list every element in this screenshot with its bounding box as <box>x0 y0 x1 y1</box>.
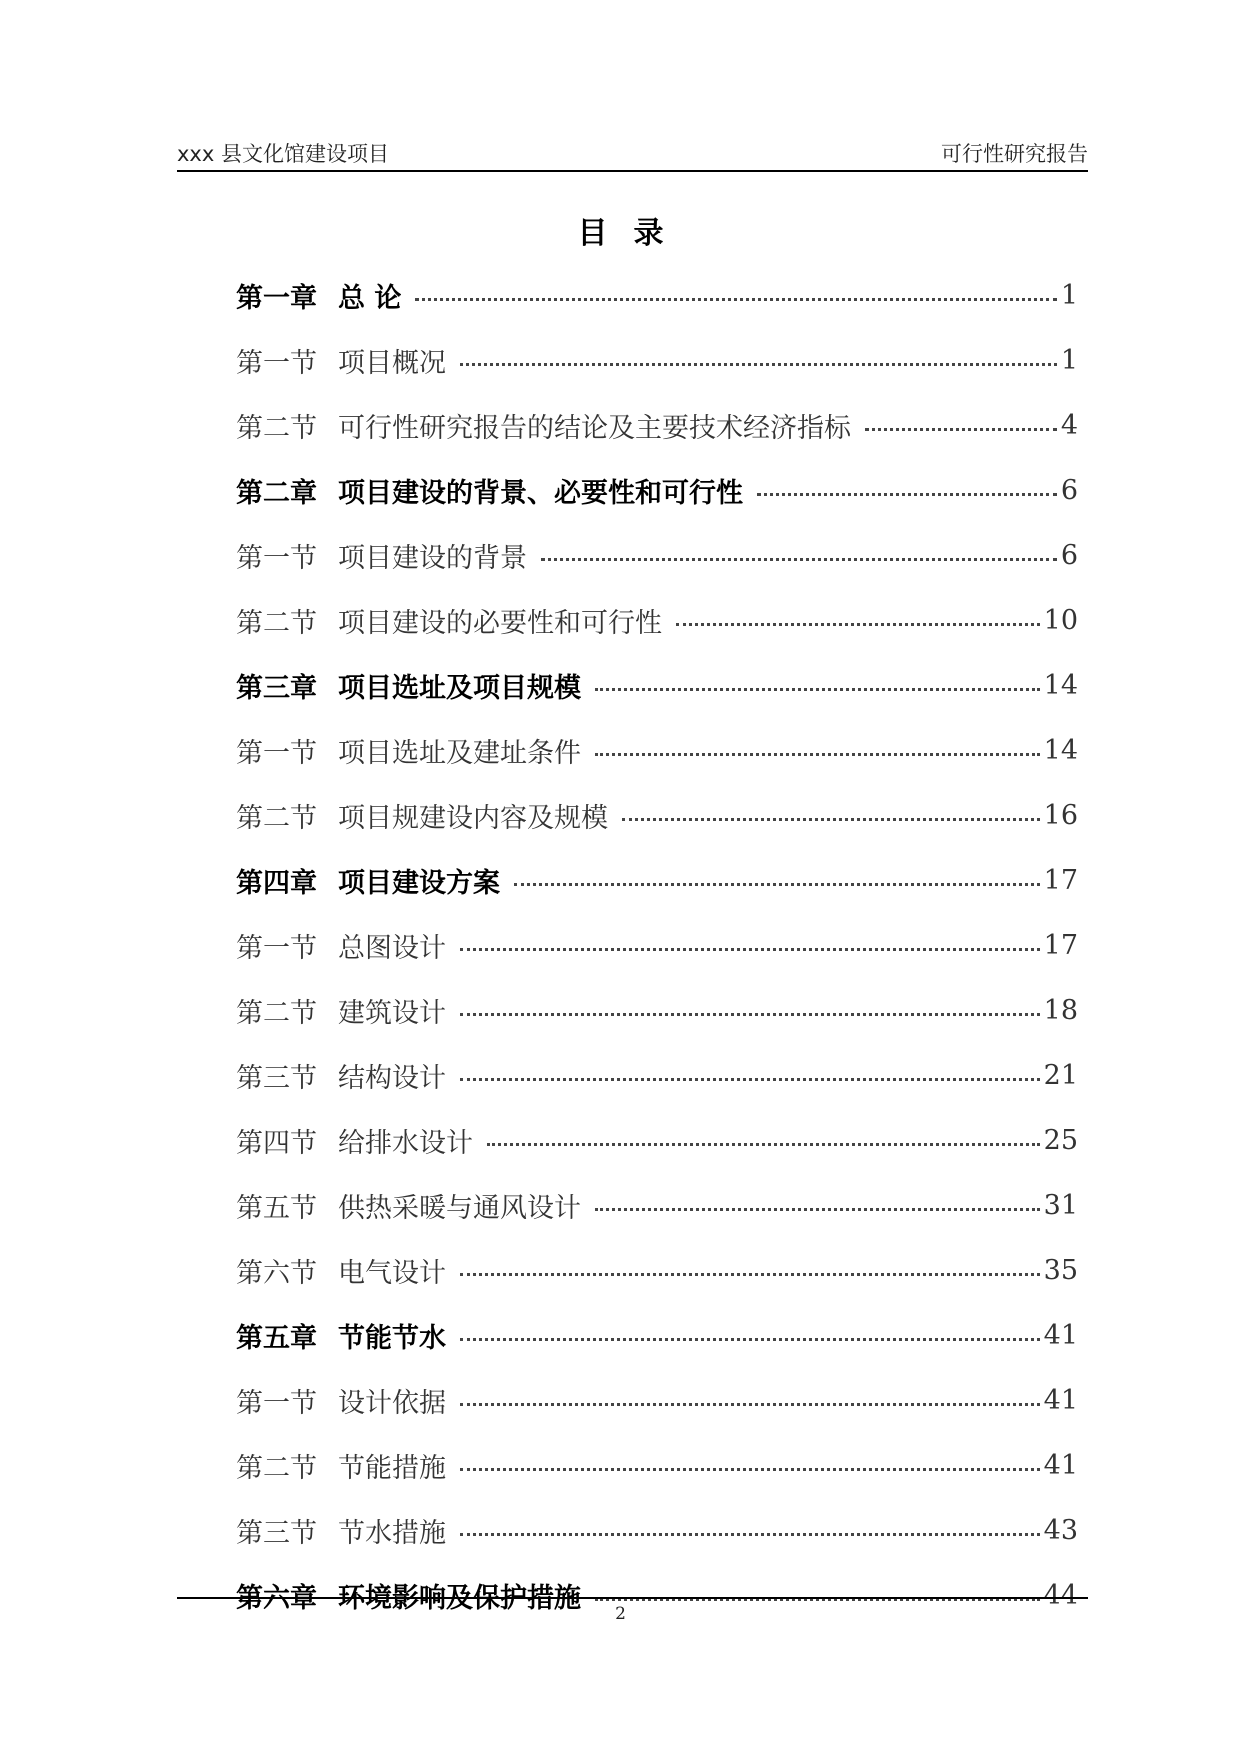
toc-entry-page: 43 <box>1043 1515 1078 1546</box>
toc-entry-title: 节水措施 <box>338 1518 446 1549</box>
toc-entry-page: 14 <box>1043 670 1078 701</box>
toc-entry-title: 总 论 <box>338 283 402 314</box>
toc-entry-page: 17 <box>1043 865 1078 896</box>
toc-entry-label: 第二节 <box>236 803 317 834</box>
toc-entry-page: 18 <box>1043 995 1078 1026</box>
toc-dot-leader <box>865 428 1057 431</box>
toc-entry-section[interactable] <box>236 588 1078 653</box>
toc-entry-chapter[interactable] <box>236 653 1078 718</box>
toc-dot-leader <box>757 493 1057 496</box>
toc-entry-title: 节能措施 <box>338 1453 446 1484</box>
toc-entry-section[interactable] <box>236 978 1078 1043</box>
toc-entry-title: 节能节水 <box>338 1323 446 1354</box>
toc-dot-leader <box>541 558 1057 561</box>
toc-dot-leader <box>460 948 1040 951</box>
toc-dot-leader <box>595 1208 1040 1211</box>
header-rule <box>177 170 1088 172</box>
toc-dot-leader <box>514 883 1040 886</box>
toc-entry-title: 项目建设的背景、必要性和可行性 <box>338 478 743 509</box>
toc-entry-page: 25 <box>1043 1125 1078 1156</box>
toc-entry-page: 1 <box>1060 280 1078 311</box>
toc-entry-label: 第一节 <box>236 933 317 964</box>
toc-entry-section[interactable] <box>236 1238 1078 1303</box>
page-number: 2 <box>615 1604 626 1624</box>
toc-entry-label: 第四节 <box>236 1128 317 1159</box>
header-project-name: xxx 县文化馆建设项目 <box>177 142 389 166</box>
toc-entry-page: 21 <box>1043 1060 1078 1091</box>
toc-title: 目录 <box>577 216 690 251</box>
toc-dot-leader <box>595 753 1040 756</box>
toc-entry-chapter[interactable] <box>236 458 1078 523</box>
toc-entry-section[interactable] <box>236 913 1078 978</box>
toc-entry-title: 项目选址及项目规模 <box>338 673 581 704</box>
toc-entry-page: 16 <box>1043 800 1078 831</box>
toc-dot-leader <box>415 298 1056 301</box>
toc-entry-title: 结构设计 <box>338 1063 446 1094</box>
toc-entry-chapter[interactable] <box>236 1303 1078 1368</box>
toc-entry-label: 第二节 <box>236 1453 317 1484</box>
toc-entry-page: 41 <box>1043 1320 1078 1351</box>
toc-entry-title: 电气设计 <box>338 1258 446 1289</box>
toc-entry-page: 41 <box>1043 1385 1078 1416</box>
toc-dot-leader <box>460 1468 1040 1471</box>
toc-entry-section[interactable] <box>236 1433 1078 1498</box>
toc-entry-title: 项目概况 <box>338 348 446 379</box>
toc-dot-leader <box>460 1078 1040 1081</box>
toc-entry-title: 可行性研究报告的结论及主要技术经济指标 <box>338 413 851 444</box>
toc-entry-title: 项目建设的背景 <box>338 543 527 574</box>
toc-dot-leader <box>460 1273 1040 1276</box>
toc-entry-page: 10 <box>1043 605 1078 636</box>
toc-entry-section[interactable] <box>236 393 1078 458</box>
table-of-contents <box>236 263 1078 1628</box>
toc-entry-title: 给排水设计 <box>338 1128 473 1159</box>
header-report-type: 可行性研究报告 <box>941 142 1088 166</box>
toc-entry-page: 35 <box>1043 1255 1078 1286</box>
toc-entry-label: 第二节 <box>236 998 317 1029</box>
toc-entry-section[interactable] <box>236 328 1078 393</box>
toc-entry-title: 项目建设的必要性和可行性 <box>338 608 662 639</box>
toc-dot-leader <box>460 1403 1040 1406</box>
toc-entry-label: 第三章 <box>236 673 317 704</box>
toc-entry-label: 第三节 <box>236 1063 317 1094</box>
toc-dot-leader <box>460 1338 1040 1341</box>
toc-entry-section[interactable] <box>236 783 1078 848</box>
toc-entry-label: 第五章 <box>236 1323 317 1354</box>
toc-entry-page: 4 <box>1060 410 1078 441</box>
toc-entry-label: 第二章 <box>236 478 317 509</box>
toc-entry-title: 项目建设方案 <box>338 868 500 899</box>
toc-entry-page: 31 <box>1043 1190 1078 1221</box>
toc-entry-section[interactable] <box>236 1108 1078 1173</box>
toc-entry-page: 41 <box>1043 1450 1078 1481</box>
toc-entry-label: 第二节 <box>236 608 317 639</box>
toc-entry-page: 6 <box>1060 475 1078 506</box>
toc-entry-chapter[interactable] <box>236 848 1078 913</box>
toc-dot-leader <box>460 1533 1040 1536</box>
toc-entry-title: 总图设计 <box>338 933 446 964</box>
toc-entry-section[interactable] <box>236 523 1078 588</box>
toc-entry-section[interactable] <box>236 718 1078 783</box>
toc-entry-label: 第一节 <box>236 1388 317 1419</box>
toc-entry-title: 项目选址及建址条件 <box>338 738 581 769</box>
toc-entry-section[interactable] <box>236 1043 1078 1108</box>
toc-entry-label: 第一章 <box>236 283 317 314</box>
toc-entry-page: 44 <box>1043 1580 1078 1611</box>
running-header <box>177 136 1088 170</box>
toc-dot-leader <box>676 623 1040 626</box>
toc-entry-section[interactable] <box>236 1498 1078 1563</box>
toc-entry-page: 17 <box>1043 930 1078 961</box>
toc-entry-section[interactable] <box>236 1368 1078 1433</box>
footer-rule <box>177 1597 1088 1599</box>
toc-entry-label: 第六章 <box>236 1583 317 1614</box>
toc-entry-title: 建筑设计 <box>338 998 446 1029</box>
toc-dot-leader <box>487 1143 1040 1146</box>
toc-entry-title: 项目规建设内容及规模 <box>338 803 608 834</box>
toc-entry-title: 设计依据 <box>338 1388 446 1419</box>
toc-entry-label: 第四章 <box>236 868 317 899</box>
toc-dot-leader <box>460 1013 1040 1016</box>
toc-entry-page: 6 <box>1060 540 1078 571</box>
toc-entry-label: 第一节 <box>236 738 317 769</box>
toc-entry-title: 环境影响及保护措施 <box>338 1583 581 1614</box>
toc-entry-label: 第二节 <box>236 413 317 444</box>
toc-entry-label: 第三节 <box>236 1518 317 1549</box>
toc-entry-chapter[interactable] <box>236 263 1078 328</box>
toc-dot-leader <box>460 363 1057 366</box>
toc-entry-page: 1 <box>1060 345 1078 376</box>
toc-entry-label: 第一节 <box>236 348 317 379</box>
toc-entry-title: 供热采暖与通风设计 <box>338 1193 581 1224</box>
toc-dot-leader <box>595 688 1040 691</box>
toc-entry-section[interactable] <box>236 1173 1078 1238</box>
toc-entry-label: 第一节 <box>236 543 317 574</box>
toc-entry-label: 第五节 <box>236 1193 317 1224</box>
toc-entry-page: 14 <box>1043 735 1078 766</box>
toc-dot-leader <box>622 818 1040 821</box>
toc-entry-label: 第六节 <box>236 1258 317 1289</box>
